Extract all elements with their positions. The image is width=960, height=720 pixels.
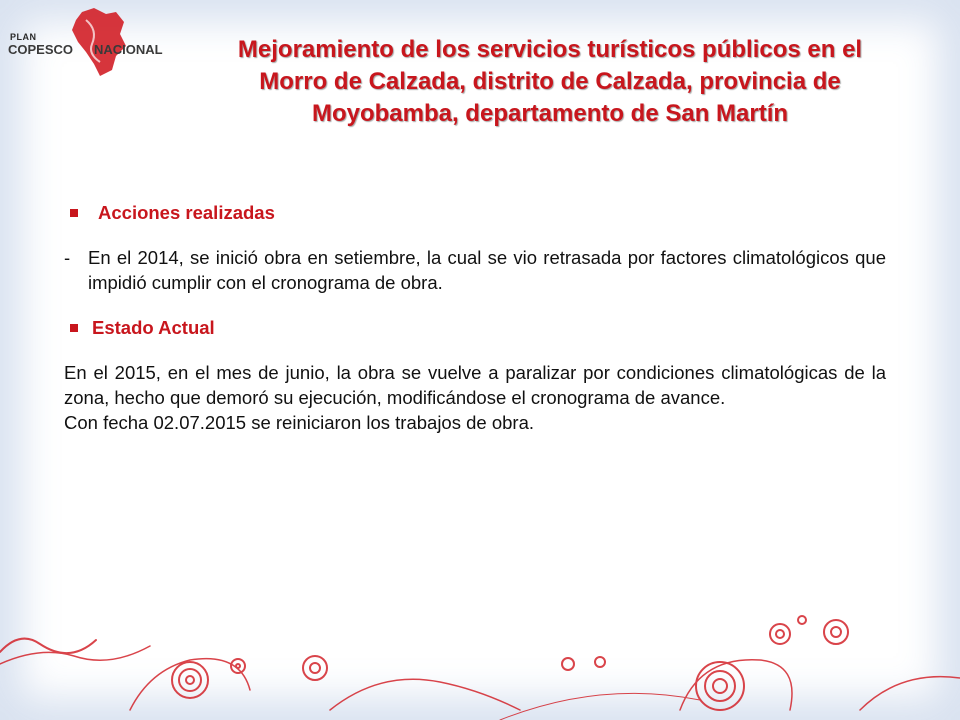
logo-copesco-text: COPESCO	[8, 42, 74, 57]
estado-paragraph-1: En el 2015, en el mes de junio, la obra se vuelve a paralizar por condiciones climatológicas de la zona, hecho que demoró su ejecución, modificándose el cronograma de avance.	[64, 362, 886, 408]
plan-copesco-logo	[4, 6, 174, 86]
bullet-square-icon	[70, 324, 78, 332]
acciones-item-text: En el 2014, se inició obra en setiembre, la cual se vio retrasada por factores climatológicos que impidió cumplir con el cronograma de obra.	[88, 247, 886, 293]
title-line-1: Mejoramiento de los servicios turísticos públicos en el	[237, 36, 863, 63]
logo-nacional-text: NACIONAL	[94, 42, 163, 57]
slide-title	[190, 34, 910, 130]
estado-heading	[64, 315, 886, 340]
acciones-heading-text: Acciones realizadas	[98, 202, 275, 223]
estado-heading-text: Estado Actual	[92, 317, 215, 338]
acciones-heading	[64, 200, 886, 225]
dash-marker: -	[64, 247, 71, 268]
decorative-swirls	[0, 560, 960, 720]
title-line-2: Morro de Calzada, distrito de Calzada, provincia de	[259, 68, 841, 95]
acciones-item	[64, 245, 886, 295]
slide-body	[64, 200, 886, 435]
title-line-3: Moyobamba, departamento de San Martín	[311, 100, 789, 127]
logo-plan-text: PLAN	[10, 32, 37, 42]
bullet-square-icon	[70, 209, 78, 217]
estado-paragraph-2: Con fecha 02.07.2015 se reiniciaron los trabajos de obra.	[64, 412, 534, 433]
